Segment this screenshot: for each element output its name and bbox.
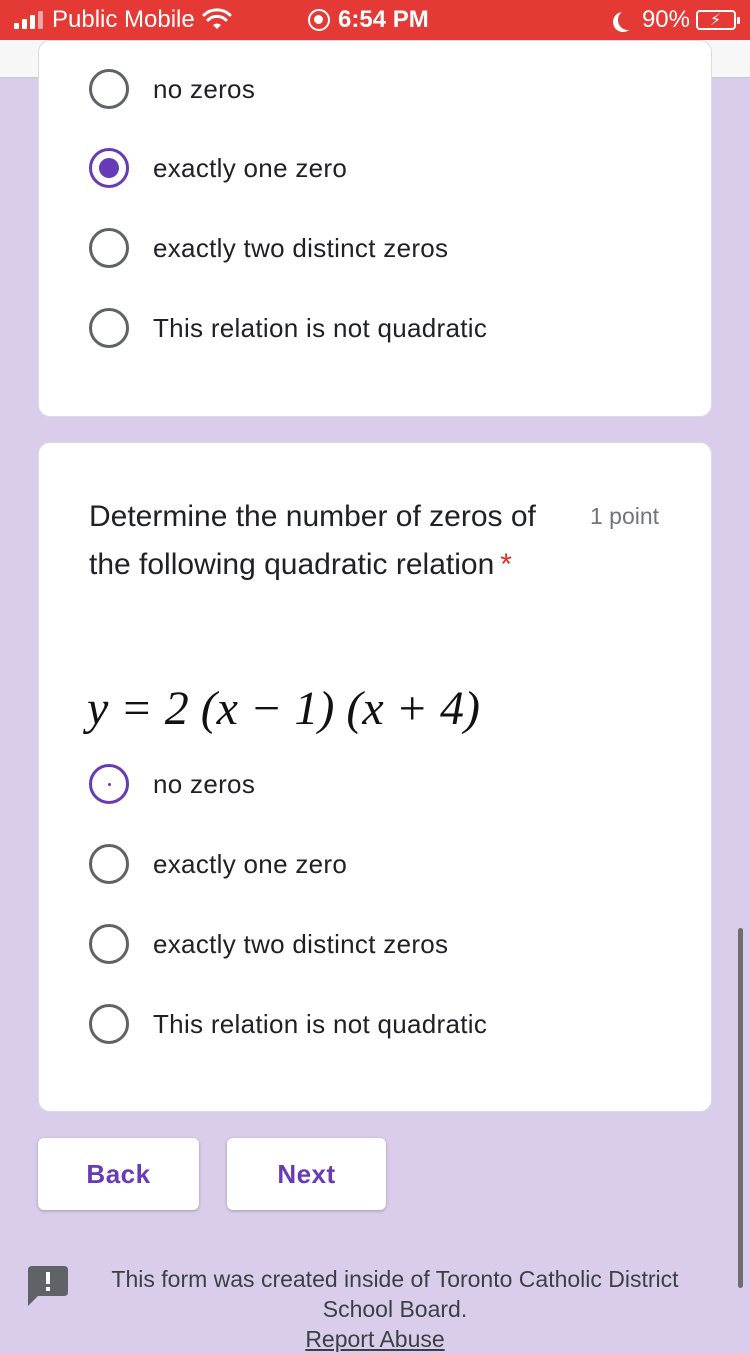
status-bar <box>0 0 750 40</box>
status-time: 6:54 PM <box>338 6 429 33</box>
radio-button[interactable] <box>89 844 129 884</box>
option-label: exactly two distinct zeros <box>153 928 449 959</box>
battery-icon: ⚡ <box>696 10 736 30</box>
option-label: exactly two distinct zeros <box>153 232 449 263</box>
battery-percent: 90% <box>641 6 690 33</box>
radio-button[interactable] <box>89 69 129 109</box>
equation-text: y = 2 (x − 1) (x + 4) <box>87 682 481 735</box>
back-button[interactable]: Back <box>38 1138 199 1210</box>
radio-button-checked[interactable] <box>89 148 129 188</box>
question-title <box>89 493 559 589</box>
option-label: This relation is not quadratic <box>153 312 488 343</box>
question-title-text: Determine the number of zeros of the following quadratic relation <box>89 500 536 581</box>
question-points: 1 point <box>590 503 660 529</box>
option-not-quadratic-prev[interactable] <box>89 306 487 350</box>
signal-icon <box>14 11 43 29</box>
equation-image <box>87 681 480 736</box>
option-label: exactly one zero <box>153 848 348 879</box>
option-exactly-one-zero[interactable] <box>89 842 347 886</box>
report-abuse-link[interactable]: Report Abuse <box>305 1326 445 1352</box>
radio-button-focused[interactable] <box>89 764 129 804</box>
option-label: no zeros <box>153 73 256 104</box>
screen-record-icon <box>308 9 330 31</box>
option-label: no zeros <box>153 768 256 799</box>
status-center <box>308 6 429 34</box>
option-two-zeros[interactable] <box>89 922 448 966</box>
next-button[interactable]: Next <box>227 1138 386 1210</box>
option-two-zeros-prev[interactable] <box>89 226 448 270</box>
footer <box>30 1264 720 1354</box>
option-label: exactly one zero <box>153 152 348 183</box>
question-card-previous <box>38 40 712 417</box>
option-no-zeros[interactable] <box>89 762 255 806</box>
scrollbar[interactable] <box>738 928 743 1288</box>
radio-button[interactable] <box>89 924 129 964</box>
radio-button[interactable] <box>89 308 129 348</box>
status-left <box>14 6 231 34</box>
option-label: This relation is not quadratic <box>153 1008 488 1039</box>
wifi-icon <box>203 9 231 31</box>
radio-button[interactable] <box>89 228 129 268</box>
required-marker: * <box>500 548 512 581</box>
option-not-quadratic[interactable] <box>89 1002 487 1046</box>
moon-icon <box>618 10 638 30</box>
option-exactly-one-zero-prev[interactable] <box>89 146 347 190</box>
question-card <box>38 442 712 1112</box>
footer-text: This form was created inside of Toronto Catholic District School Board. <box>111 1266 679 1322</box>
carrier-name: Public Mobile <box>52 6 195 33</box>
status-right <box>612 6 736 34</box>
option-no-zeros-prev[interactable] <box>89 67 255 111</box>
radio-button[interactable] <box>89 1004 129 1044</box>
